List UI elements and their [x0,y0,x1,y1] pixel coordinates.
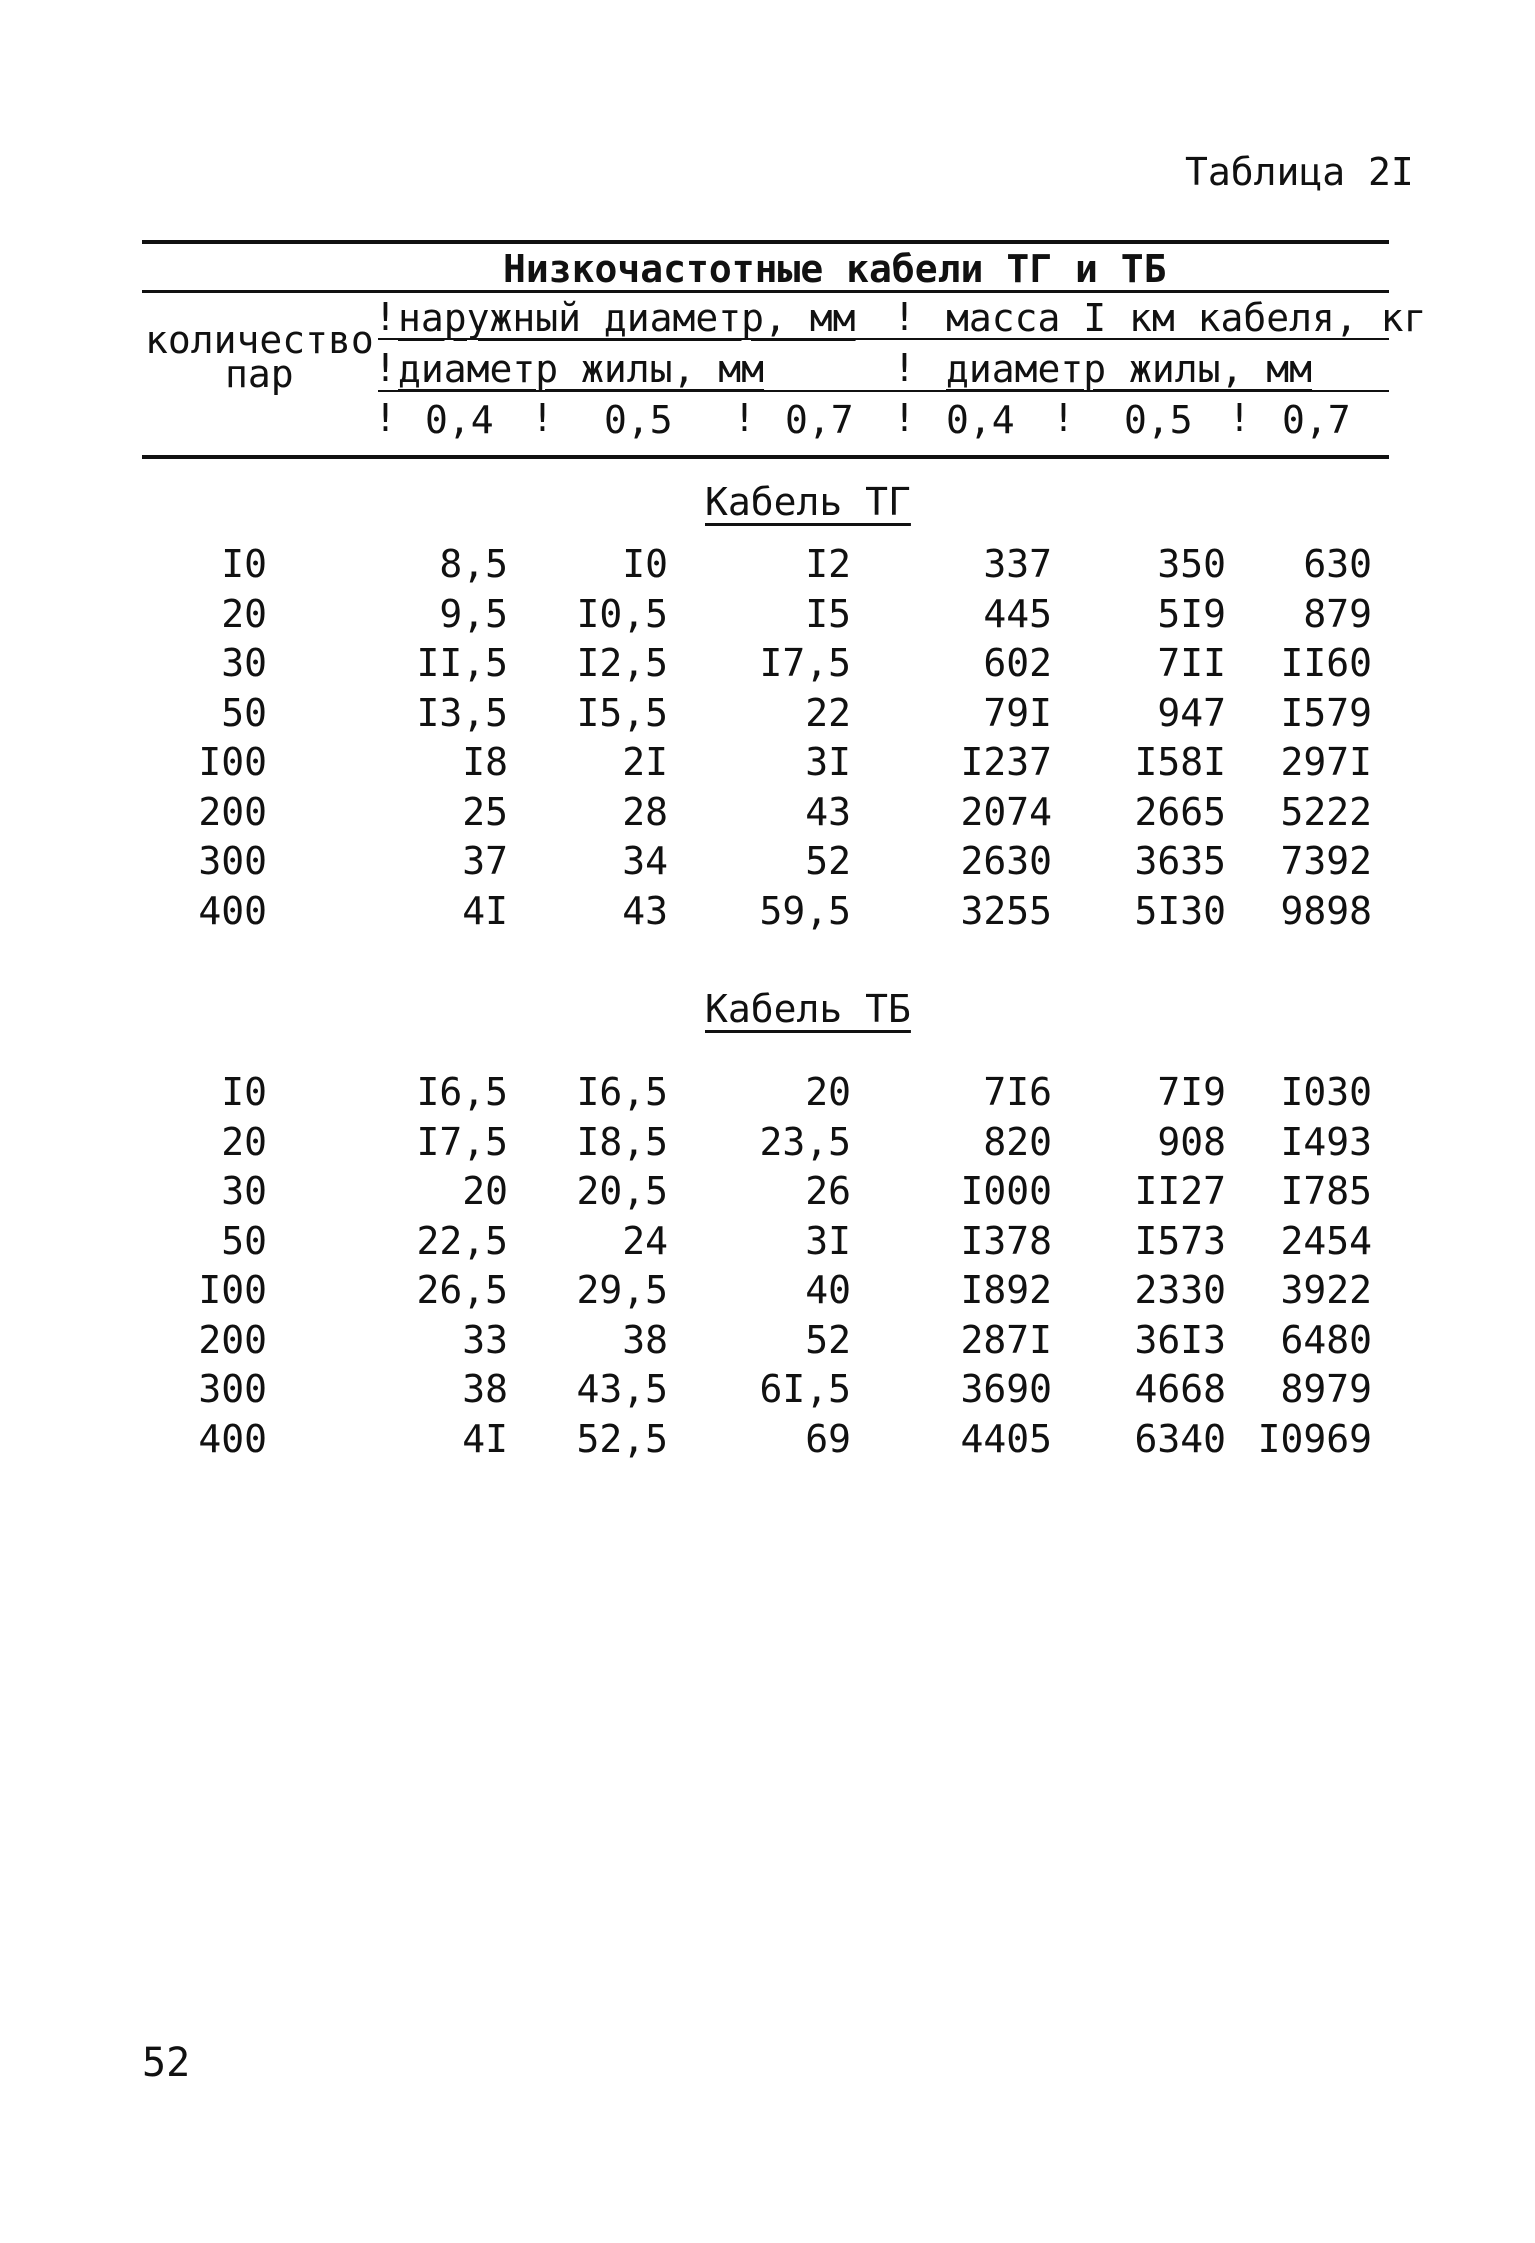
table-cell: I8,5 [576,1119,668,1164]
table-cell: I378 [960,1218,1052,1263]
separator-mark: ! [1228,396,1251,440]
pair-count-cell: 50 [221,1218,267,1263]
table-cell: 2074 [960,789,1052,834]
table-cell: 52,5 [576,1416,668,1461]
table-cell: 7II [1157,641,1226,685]
table-cell: 22 [805,690,851,735]
table-cell: 38 [462,1367,508,1411]
row-label-line1: количество [145,318,374,362]
table-cell: 3922 [1280,1268,1372,1312]
separator-mark: ! [531,396,554,440]
group-right-header: масса I км кабеля, кг [946,296,1427,340]
table-cell: 445 [983,591,1052,636]
table-title: Низкочастотные кабели ТГ и ТБ [503,247,1167,291]
table-cell: 40 [805,1268,851,1312]
table-cell: 6480 [1280,1317,1372,1362]
page-number: 52 [142,2040,191,2086]
sub-left-header: диаметр жилы, мм [398,347,765,391]
table-cell: 2665 [1134,789,1226,834]
section-title-tb: Кабель ТБ [705,987,911,1031]
table-cell: 37 [462,839,508,883]
table-cell: I785 [1280,1169,1372,1213]
table-cell: 8979 [1280,1367,1372,1411]
table-cell: I493 [1280,1119,1372,1164]
table-cell: 2630 [960,839,1052,883]
table-cell: 908 [1157,1119,1226,1164]
table-cell: 6I,5 [759,1367,851,1411]
pair-count-cell: 200 [198,789,267,834]
table-cell: 297I [1280,740,1372,784]
pair-count-cell: 400 [198,1416,267,1461]
separator-mark: ! [374,396,397,440]
table-cell: 9898 [1280,888,1372,933]
table-cell: I6,5 [576,1070,668,1114]
pair-count-cell: 20 [221,591,267,636]
table-cell: 69 [805,1416,851,1461]
pair-count-cell: I00 [198,1268,267,1312]
table-cell: 4I [462,1416,508,1461]
pair-count-cell: 300 [198,1367,267,1411]
table-cell: 879 [1303,591,1372,636]
sub-right-header: диаметр жилы, мм [946,347,1313,391]
table-cell: 24 [622,1218,668,1263]
table-cell: I6,5 [416,1070,508,1114]
table-cell: 630 [1303,542,1372,586]
table-cell: 4668 [1134,1367,1226,1411]
diameter-label: 0,5 [604,398,673,442]
table-cell: 22,5 [416,1218,508,1263]
table-cell: 287I [960,1317,1052,1362]
table-cell: 36I3 [1134,1317,1226,1362]
diameter-label: 0,7 [1282,398,1351,442]
separator-mark: ! [893,346,916,390]
table-cell: 28 [622,789,668,834]
separator-mark: ! [374,346,397,390]
table-cell: I000 [960,1169,1052,1213]
table-cell: I7,5 [759,641,851,685]
section-title-tg: Кабель ТГ [705,480,911,524]
table-cell: I58I [1134,740,1226,784]
table-cell: 26 [805,1169,851,1213]
group-left-header: наружный диаметр, мм [398,296,856,340]
pair-count-cell: I0 [221,1070,267,1114]
table-cell: I0,5 [576,591,668,636]
table-cell: II27 [1134,1169,1226,1213]
table-cell: 20,5 [576,1169,668,1213]
table-cell: 5I30 [1134,888,1226,933]
table-cell: 34 [622,839,668,883]
table-cell: 20 [805,1070,851,1114]
table-cell: 7I9 [1157,1070,1226,1114]
table-cell: 26,5 [416,1268,508,1312]
table-cell: 350 [1157,542,1226,586]
table-cell: 3I [805,1218,851,1263]
table-cell: 2330 [1134,1268,1226,1312]
separator-mark: ! [1052,396,1075,440]
table-cell: 2I [622,740,668,784]
table-cell: 5222 [1280,789,1372,834]
separator-mark: ! [374,295,397,339]
pair-count-cell: 30 [221,1169,267,1213]
table-cell: 337 [983,542,1052,586]
table-cell: 79I [983,690,1052,735]
table-cell: 5I9 [1157,591,1226,636]
pair-count-cell: 200 [198,1317,267,1362]
table-cell: 4405 [960,1416,1052,1461]
table-cell: 602 [983,641,1052,685]
pair-count-cell: 400 [198,888,267,933]
table-cell: I8 [462,740,508,784]
table-cell: 947 [1157,690,1226,735]
table-cell: 4I [462,888,508,933]
table-cell: I2 [805,542,851,586]
pair-count-cell: 50 [221,690,267,735]
table-cell: 3690 [960,1367,1052,1411]
table-cell: 7392 [1280,839,1372,883]
header-bottom-rule [142,455,1389,459]
table-cell: 3I [805,740,851,784]
diameter-label: 0,5 [1124,398,1193,442]
table-cell: I579 [1280,690,1372,735]
separator-mark: ! [893,396,916,440]
separator-mark: ! [733,396,756,440]
table-cell: I2,5 [576,641,668,685]
table-cell: 43,5 [576,1367,668,1411]
table-cell: 820 [983,1119,1052,1164]
table-cell: I237 [960,740,1052,784]
table-cell: II60 [1280,641,1372,685]
table-label: Таблица 2I [1185,150,1414,194]
diameter-label: 0,4 [425,398,494,442]
top-rule [142,240,1389,244]
table-cell: 3635 [1134,839,1226,883]
table-cell: 33 [462,1317,508,1362]
row-label-line2: пар [225,352,294,396]
pair-count-cell: 30 [221,641,267,685]
table-cell: 59,5 [759,888,851,933]
table-cell: 9,5 [439,591,508,636]
table-cell: 38 [622,1317,668,1362]
table-cell: I0969 [1257,1416,1372,1461]
pair-count-cell: 300 [198,839,267,883]
table-cell: I5 [805,591,851,636]
table-cell: I030 [1280,1070,1372,1114]
table-cell: 8,5 [439,542,508,586]
diameter-label: 0,4 [946,398,1015,442]
table-cell: I3,5 [416,690,508,735]
table-cell: I573 [1134,1218,1226,1263]
pair-count-cell: I00 [198,740,267,784]
diameter-label: 0,7 [785,398,854,442]
table-cell: 52 [805,1317,851,1362]
table-cell: I5,5 [576,690,668,735]
table-cell: 3255 [960,888,1052,933]
pair-count-cell: 20 [221,1119,267,1164]
table-cell: II,5 [416,641,508,685]
pair-count-cell: I0 [221,542,267,586]
table-cell: 43 [805,789,851,834]
table-cell: 7I6 [983,1070,1052,1114]
table-cell: 23,5 [759,1119,851,1164]
table-cell: 6340 [1134,1416,1226,1461]
table-cell: 25 [462,789,508,834]
table-cell: 52 [805,839,851,883]
table-cell: 20 [462,1169,508,1213]
table-cell: I892 [960,1268,1052,1312]
table-cell: I7,5 [416,1119,508,1164]
table-cell: 43 [622,888,668,933]
table-cell: I0 [622,542,668,586]
table-cell: 2454 [1280,1218,1372,1263]
separator-mark: ! [893,295,916,339]
table-cell: 29,5 [576,1268,668,1312]
